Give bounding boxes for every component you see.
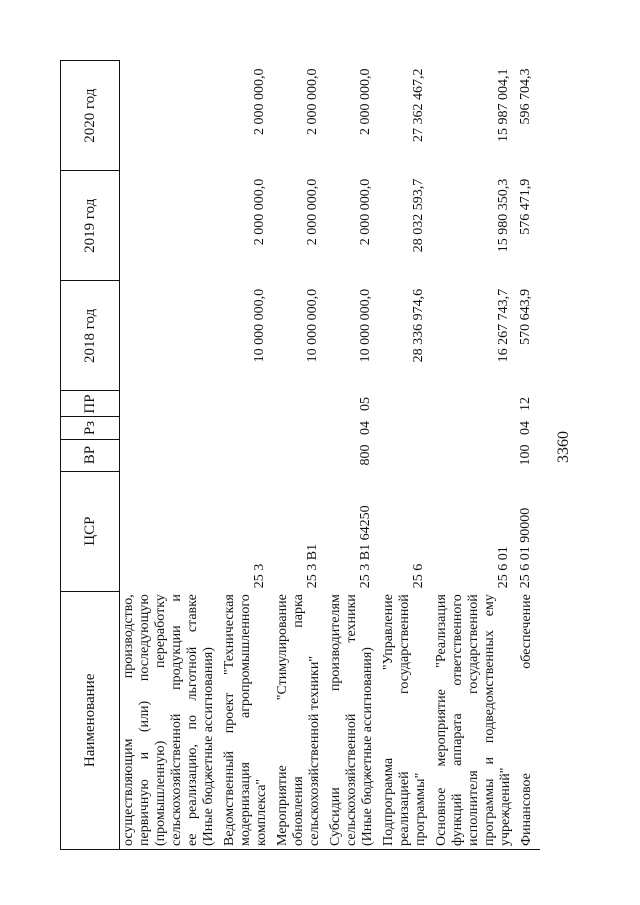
cell-y2018: 16 267 743,7 xyxy=(496,288,511,363)
cell-name xyxy=(380,591,433,849)
cell-name-line: программы и подведомственных ему xyxy=(482,594,497,846)
header-2019: 2019 год xyxy=(61,171,120,281)
cell-y2018: 28 336 974,6 xyxy=(411,288,426,363)
cell-pr xyxy=(380,391,433,417)
cell-name-line: (Иные бюджетные ассигнования) xyxy=(360,647,375,846)
cell-name-line: Подпрограмма "Управление xyxy=(381,594,396,846)
cell-name xyxy=(120,591,222,849)
header-pr: ПР xyxy=(61,391,120,417)
cell-rz: 04 xyxy=(358,421,373,436)
table-row xyxy=(518,61,540,850)
cell-name-line: Субсидии производителям xyxy=(328,594,343,846)
cell-pr: 05 xyxy=(358,396,373,411)
cell-rz xyxy=(120,417,222,439)
cell-name-line: сельскохозяйственной продукции и xyxy=(169,594,184,846)
cell-y2020 xyxy=(120,61,222,171)
cell-vr xyxy=(221,439,274,471)
cell-name-line: исполнителя государственной xyxy=(466,594,481,846)
cell-rz xyxy=(433,417,518,439)
cell-vr: 100 xyxy=(518,444,533,466)
rotated-budget-table-wrapper xyxy=(60,60,534,850)
cell-csr: 25 6 xyxy=(411,563,426,589)
cell-name-line: (промышленную) переработку xyxy=(153,594,168,846)
cell-csr xyxy=(120,471,222,591)
cell-vr xyxy=(380,439,433,471)
cell-y2019 xyxy=(120,171,222,281)
cell-rz: 04 xyxy=(518,421,533,436)
cell-y2020: 2 000 000,0 xyxy=(305,68,320,135)
cell-pr xyxy=(221,391,274,417)
cell-csr: 25 6 01 90000 xyxy=(518,507,533,589)
header-2020: 2020 год xyxy=(61,61,120,171)
cell-name xyxy=(274,591,327,849)
cell-y2018: 570 643,9 xyxy=(518,288,533,345)
cell-pr xyxy=(433,391,518,417)
cell-y2019: 2 000 000,0 xyxy=(305,178,320,246)
table-row xyxy=(274,61,327,850)
cell-csr: 25 3 xyxy=(252,563,267,589)
cell-name-line: (Иные бюджетные ассигнования) xyxy=(201,647,216,846)
cell-csr: 25 3 В1 64250 xyxy=(358,505,373,589)
cell-y2018 xyxy=(120,281,222,391)
table-row xyxy=(221,61,274,850)
cell-name xyxy=(518,591,540,849)
cell-y2018: 10 000 000,0 xyxy=(358,288,373,363)
cell-vr xyxy=(120,439,222,471)
cell-name-line: Финансовое обеспечение xyxy=(519,594,534,846)
cell-name xyxy=(327,591,380,849)
header-rz: Рз xyxy=(61,417,120,439)
cell-name-line: учреждений" xyxy=(498,767,513,846)
cell-name-line: первичную и (или) последующую xyxy=(137,594,152,846)
cell-y2020: 2 000 000,0 xyxy=(358,68,373,135)
cell-name-line: программы" xyxy=(413,772,428,846)
cell-vr: 800 xyxy=(358,444,373,466)
cell-vr xyxy=(274,439,327,471)
cell-name-line: ее реализацию, по льготной ставке xyxy=(185,594,200,846)
cell-name xyxy=(433,591,518,849)
cell-name-line: функций аппарата ответственного xyxy=(450,594,465,846)
cell-y2020: 27 362 467,2 xyxy=(411,68,426,142)
table-row xyxy=(380,61,433,850)
cell-name-line: сельскохозяйственной техники xyxy=(344,594,359,846)
table-body xyxy=(120,61,541,850)
header-2018: 2018 год xyxy=(61,281,120,391)
header-name: Наименование xyxy=(61,591,120,849)
cell-y2019: 2 000 000,0 xyxy=(358,178,373,246)
cell-name-line: Основное мероприятие "Реализация xyxy=(434,594,449,846)
cell-y2018: 10 000 000,0 xyxy=(305,288,320,363)
page-number: 3360 xyxy=(555,431,572,463)
table-row xyxy=(327,61,380,850)
table-row xyxy=(433,61,518,850)
cell-y2019: 2 000 000,0 xyxy=(252,178,267,246)
cell-vr xyxy=(433,439,518,471)
cell-rz xyxy=(380,417,433,439)
cell-name-line: модернизация агропромышленного xyxy=(238,594,253,846)
cell-y2020: 2 000 000,0 xyxy=(252,68,267,135)
cell-name-line: комплекса" xyxy=(254,778,269,846)
cell-name xyxy=(221,591,274,849)
header-vr: ВР xyxy=(61,439,120,471)
cell-rz xyxy=(274,417,327,439)
cell-y2019: 576 471,9 xyxy=(518,178,533,235)
cell-y2020: 596 704,3 xyxy=(518,68,533,125)
cell-y2018: 10 000 000,0 xyxy=(252,288,267,363)
cell-y2020: 15 987 004,1 xyxy=(496,68,511,142)
cell-name-line: реализацией государственной xyxy=(397,594,412,846)
cell-rz xyxy=(221,417,274,439)
table-row xyxy=(120,61,222,850)
cell-name-line: осуществляющим производство, xyxy=(121,594,136,846)
budget-table xyxy=(60,60,540,850)
cell-pr: 12 xyxy=(518,396,533,411)
table-header-row xyxy=(61,61,120,850)
cell-pr xyxy=(120,391,222,417)
cell-csr: 25 3 В1 xyxy=(305,543,320,589)
header-csr: ЦСР xyxy=(61,471,120,591)
cell-pr xyxy=(274,391,327,417)
cell-name-line: обновления парка xyxy=(291,594,306,846)
cell-csr: 25 6 01 xyxy=(496,546,511,589)
cell-name-line: Мероприятие "Стимулирование xyxy=(275,594,290,846)
cell-y2019: 15 980 350,3 xyxy=(496,178,511,253)
cell-y2019: 28 032 593,7 xyxy=(411,178,426,253)
cell-name-line: Ведомственный проект "Техническая xyxy=(222,594,237,846)
cell-name-line: сельскохозяйственной техники" xyxy=(307,655,322,846)
